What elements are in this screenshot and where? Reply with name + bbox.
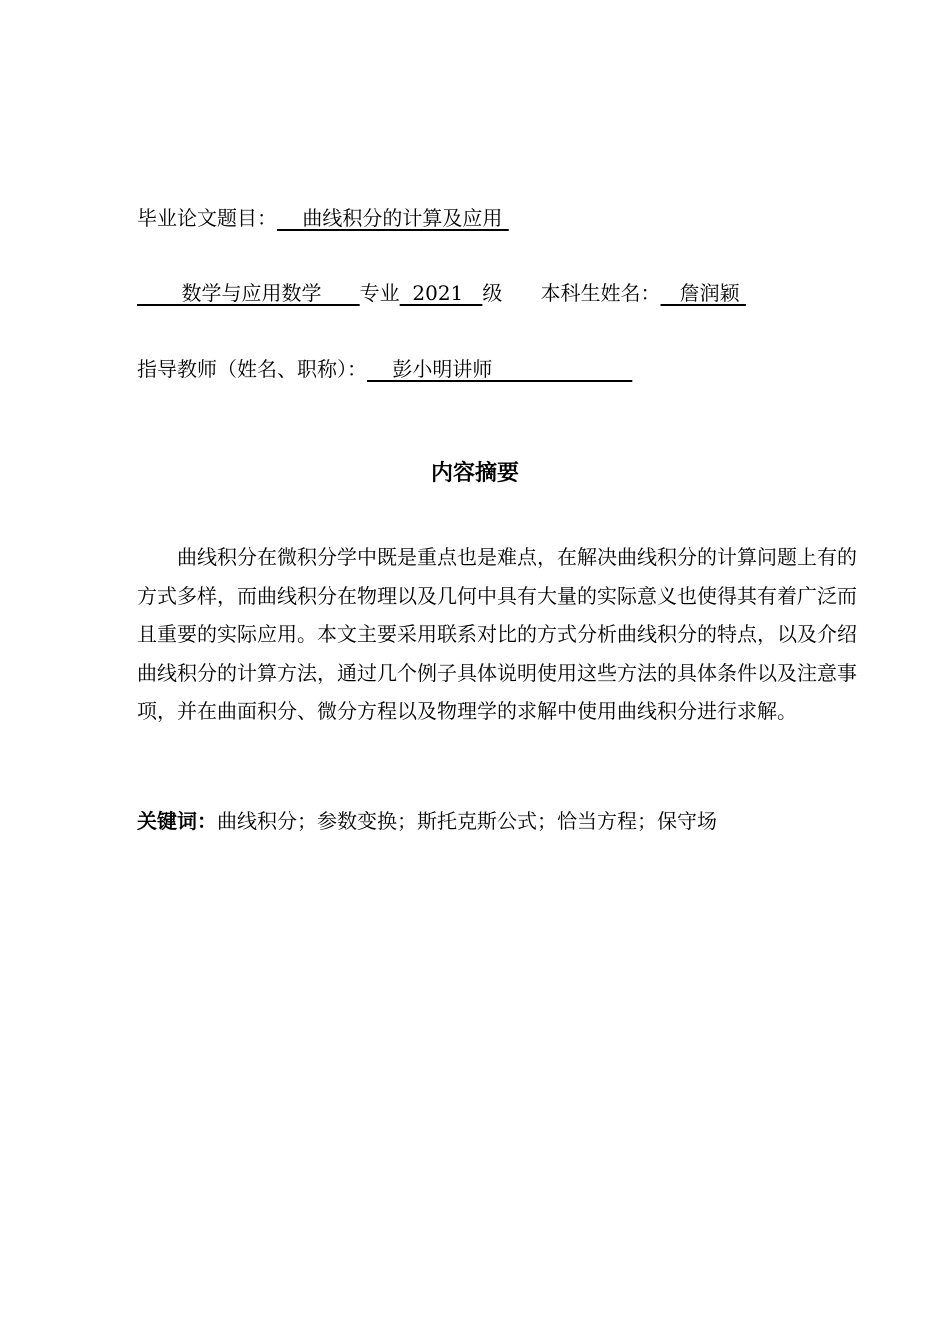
thesis-title-line [137, 205, 509, 231]
keywords-label: 关键词： [137, 809, 217, 833]
major-suffix: 专业 [359, 281, 400, 305]
grade-value: 2021 [399, 281, 483, 305]
advisor-line [137, 356, 632, 382]
grade-suffix-and-name-label: 级 本科生姓名： [482, 281, 661, 305]
thesis-title-label: 毕业论文题目： [137, 206, 277, 230]
keywords-line [137, 807, 717, 835]
thesis-title-value: 曲线积分的计算及应用 [277, 206, 509, 230]
abstract-heading: 内容摘要 [430, 461, 519, 486]
student-name-value: 詹润颖 [660, 281, 746, 305]
abstract-body: 曲线积分在微积分学中既是重点也是难点，在解决曲线积分的计算问题上有的方式多样，而曲线积分在物理以及几何中具有大量的实际意义也使得其有着广泛而且重要的实际应用。本文主要采用联系对比的方式分析曲线积分的特点，以及介绍曲线积分的计算方法，通过几个例子具体说明使用这些方法的具体条件以及注意事项，并在曲面积分、微分方程以及物理学的求解中使用曲线积分进行求解。 [137, 545, 857, 723]
student-info-line [137, 280, 746, 306]
keywords-value: 曲线积分；参数变换；斯托克斯公式；恰当方程；保守场 [217, 809, 717, 833]
major-value: 数学与应用数学 [137, 281, 360, 305]
advisor-value: 彭小明讲师 [367, 357, 633, 381]
advisor-label: 指导教师（姓名、职称）： [137, 357, 367, 381]
